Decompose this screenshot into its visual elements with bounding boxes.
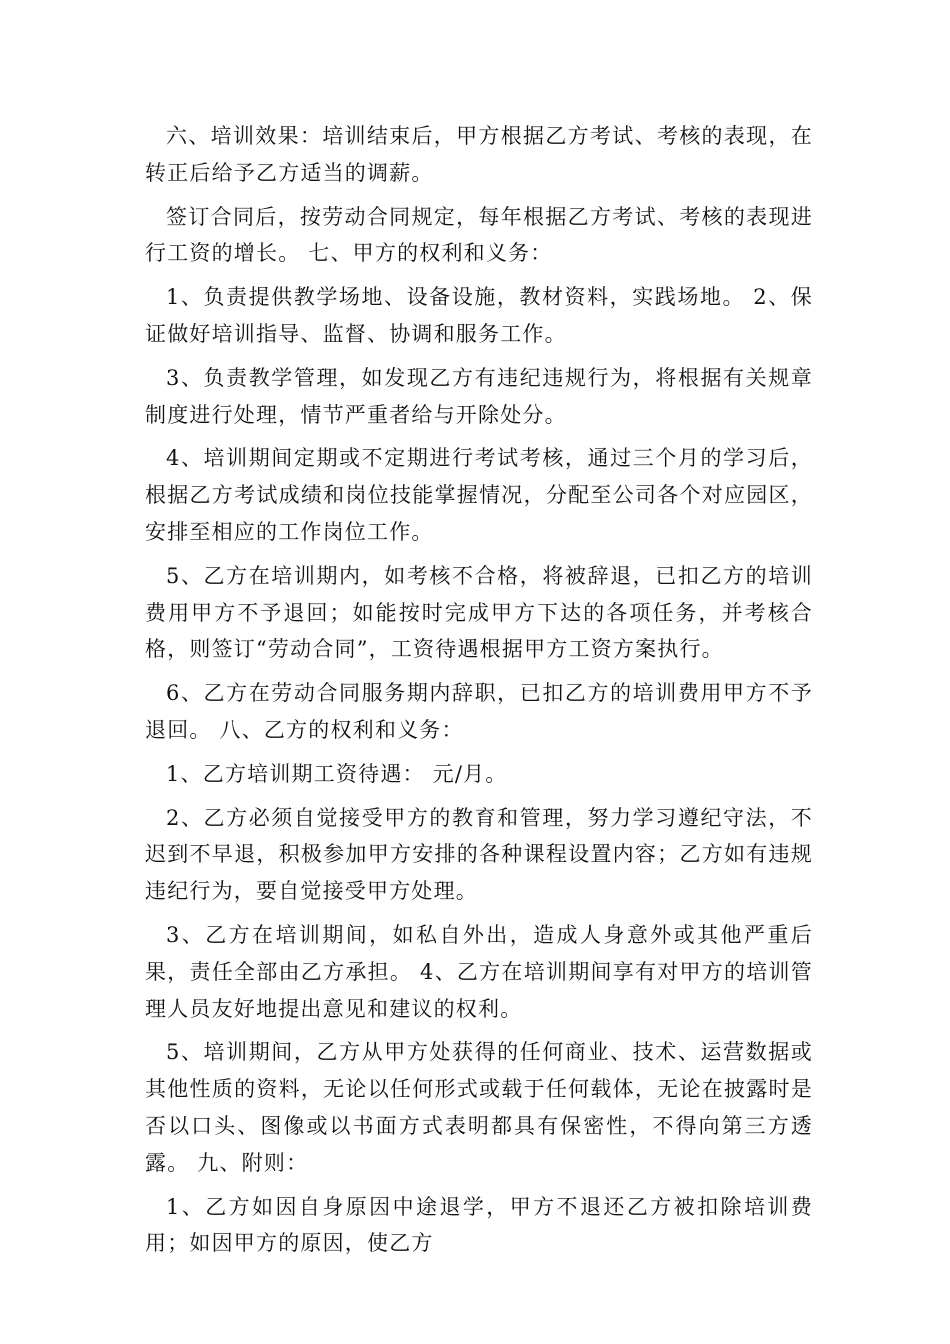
paragraph-party-b-item-5: 5、培训期间，乙方从甲方处获得的任何商业、技术、运营数据或其他性质的资料，无论以任何形式或载于任何载体，无论在披露时是否以口头、图像或以书面方式表明都具有保密性，不得向第三方透露。 九、附则： bbox=[145, 1040, 813, 1175]
paragraph-party-a-item-5: 5、乙方在培训期内，如考核不合格，将被辞退，已扣乙方的培训费用甲方不予退回；如能按时完成甲方下达的各项任务，并考核合格，则签订“劳动合同”，工资待遇根据甲方工资方案执行。 bbox=[145, 563, 813, 662]
paragraph-appendix-item-1: 1、乙方如因自身原因中途退学，甲方不退还乙方被扣除培训费用；如因甲方的原因，使乙方 bbox=[145, 1194, 813, 1256]
paragraph-party-b-item-2: 2、乙方必须自觉接受甲方的教育和管理，努力学习遵纪守法，不迟到不早退，积极参加甲方安排的各种课程设置内容；乙方如有违规违纪行为，要自觉接受甲方处理。 bbox=[145, 805, 813, 904]
paragraph-party-b-item-3-4: 3、乙方在培训期间，如私自外出，造成人身意外或其他严重后果，责任全部由乙方承担。 4、乙方在培训期间享有对甲方的培训管理人员友好地提出意见和建议的权利。 bbox=[145, 922, 813, 1021]
paragraph-training-effect: 六、培训效果：培训结束后，甲方根据乙方考试、考核的表现，在转正后给予乙方适当的调薪。 bbox=[145, 124, 813, 185]
paragraph-party-b-item-1: 1、乙方培训期工资待遇： 元/月。 bbox=[166, 761, 508, 786]
paragraph-party-a-item-1-2: 1、负责提供教学场地、设备设施，教材资料，实践场地。 2、保证做好培训指导、监督、协调和服务工作。 bbox=[145, 285, 813, 346]
document-body bbox=[145, 118, 813, 1269]
paragraph-contract-salary: 签订合同后，按劳动合同规定，每年根据乙方考试、考核的表现进行工资的增长。 七、甲方的权利和义务： bbox=[145, 204, 813, 266]
paragraph-party-a-item-6: 6、乙方在劳动合同服务期内辞职，已扣乙方的培训费用甲方不予退回。 八、乙方的权利和义务： bbox=[145, 681, 813, 742]
paragraph-party-a-item-3: 3、负责教学管理，如发现乙方有违纪违规行为，将根据有关规章制度进行处理，情节严重者给与开除处分。 bbox=[145, 365, 813, 427]
paragraph-party-a-item-4: 4、培训期间定期或不定期进行考试考核，通过三个月的学习后，根据乙方考试成绩和岗位技能掌握情况，分配至公司各个对应园区，安排至相应的工作岗位工作。 bbox=[145, 446, 813, 544]
